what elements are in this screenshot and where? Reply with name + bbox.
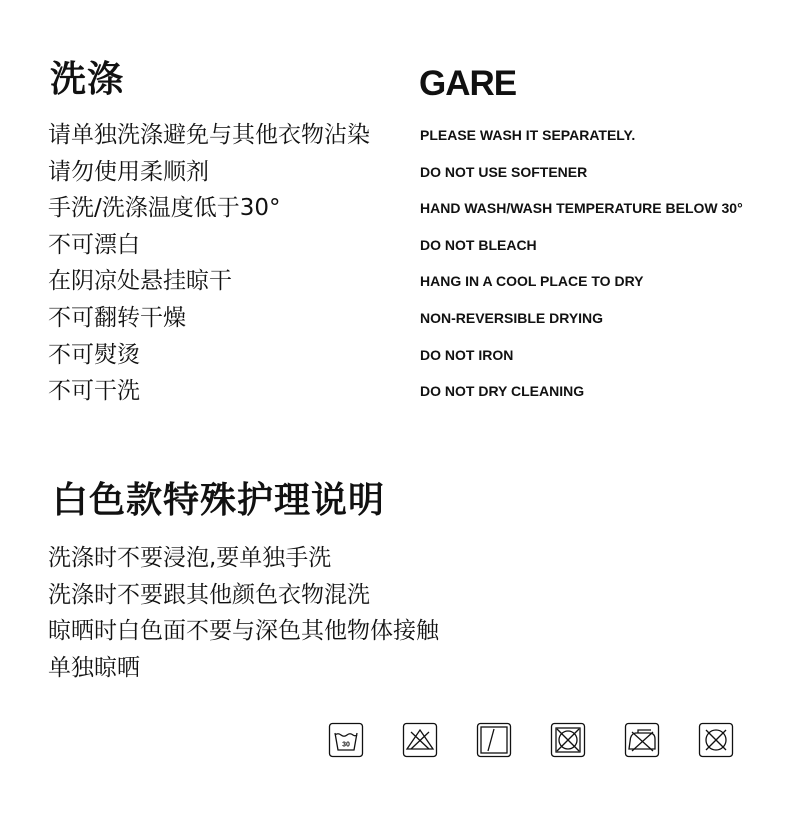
instruction-en-no-softener: DO NOT USE SOFTENER [420, 163, 588, 180]
care-title-cn: 洗涤 [50, 59, 125, 100]
instruction-en-hand-wash: HAND WASH/WASH TEMPERATURE BELOW 30° [420, 200, 743, 217]
care-symbols-row [328, 722, 738, 758]
line-dry-icon [476, 722, 512, 758]
care-title-en: GARE [419, 64, 517, 103]
do-not-iron-icon [624, 722, 660, 758]
special-care-line: 洗涤时不要浸泡,要单独手洗 [48, 545, 332, 571]
special-care-line: 晾晒时白色面不要与深色其他物体接触 [48, 618, 439, 645]
instruction-cn-no-iron: 不可熨烫 [48, 341, 140, 368]
wash-temperature-label: 30 [342, 741, 350, 749]
instruction-cn-hang-dry: 在阴凉处悬挂晾干 [48, 268, 232, 295]
care-instructions-en [420, 117, 743, 410]
instruction-en-no-bleach: DO NOT BLEACH [420, 236, 537, 253]
instruction-en-no-dry-clean: DO NOT DRY CLEANING [420, 383, 585, 400]
instruction-cn-no-dry-clean: 不可干洗 [48, 378, 140, 405]
do-not-bleach-icon [402, 722, 438, 758]
instruction-en-no-iron: DO NOT IRON [420, 346, 514, 363]
do-not-dry-clean-icon [698, 722, 734, 758]
instruction-cn-no-bleach: 不可漂白 [48, 231, 140, 258]
instruction-cn-no-tumble: 不可翻转干燥 [48, 304, 186, 331]
instruction-en-hang-dry: HANG IN A COOL PLACE TO DRY [420, 273, 644, 290]
special-care-title: 白色款特殊护理说明 [52, 480, 386, 521]
care-instructions-cn [48, 117, 370, 410]
instruction-cn-no-softener: 请勿使用柔顺剂 [48, 158, 209, 185]
wash-30-icon [328, 722, 364, 758]
special-care-list [48, 540, 439, 687]
special-care-line: 单独晾晒 [48, 655, 140, 682]
do-not-tumble-dry-icon [550, 722, 586, 758]
instruction-en-no-tumble: NON-REVERSIBLE DRYING [420, 309, 604, 326]
instruction-cn-hand-wash: 手洗/洗涤温度低于30° [48, 195, 281, 222]
instruction-cn-wash-separately: 请单独洗涤避免与其他衣物沾染 [48, 122, 370, 148]
special-care-line: 洗涤时不要跟其他颜色衣物混洗 [48, 581, 370, 608]
instruction-en-wash-separately: PLEASE WASH IT SEPARATELY. [420, 127, 636, 143]
